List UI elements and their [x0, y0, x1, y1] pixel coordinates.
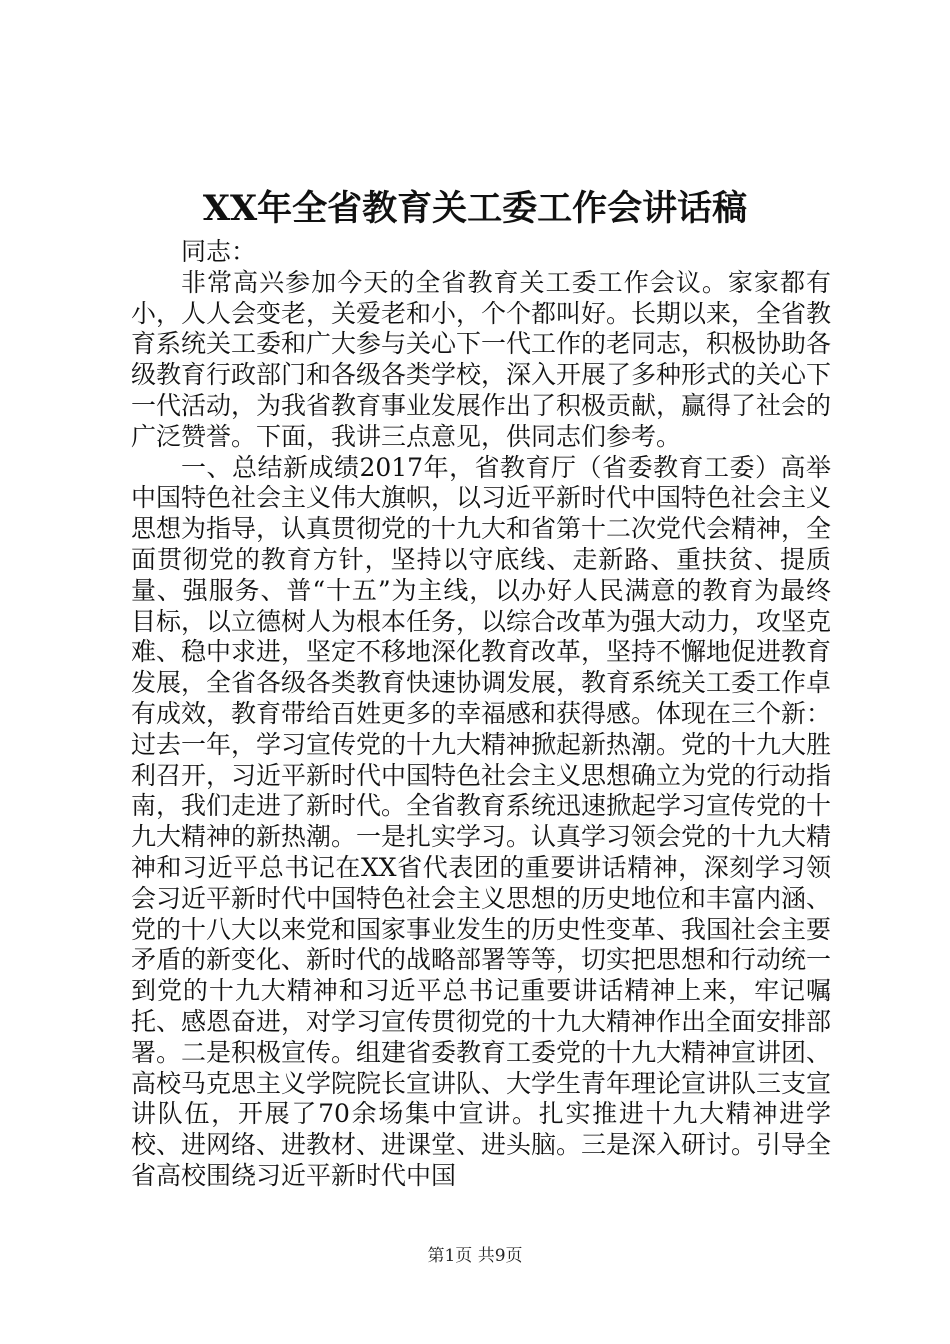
page-number: 第1页 共9页 [427, 1246, 523, 1266]
greeting: 同志： [181, 237, 257, 266]
paragraph-intro: 非常高兴参加今天的全省教育关工委工作会议。家家都有小，人人会变老，关爱老和小，个个都叫好。长期以来，全省教育系统关工委和广大参与关心下一代工作的老同志，积极协助各级教育行政部门和各级各类学校，深入开展了多种形式的关心下一代活动，为我省教育事业发展作出了积极贡献，赢得了社会的广泛赞誉。下面，我讲三点意见，供同志们参考。 [131, 267, 832, 451]
paragraph-section-one: 一、总结新成绩2017年，省教育厅（省委教育工委）高举中国特色社会主义伟大旗帜，以习近平新时代中国特色社会主义思想为指导，认真贯彻党的十九大和省第十二次党代会精神，全面贯彻党的教育方针，坚持以守底线、走新路、重扶贫、提质量、强服务、普“十五”为主线，以办好人民满意的教育为最终目标，以立德树人为根本任务，以综合改革为强大动力，攻坚克难、稳中求进，坚定不移地深化教育改革，坚持不懈地促进教育发展，全省各级各类教育快速协调发展，教育系统关工委工作卓有成效，教育带给百姓更多的幸福感和获得感。体现在三个新：过去一年，学习宣传党的十九大精神掀起新热潮。党的十九大胜利召开，习近平新时代中国特色社会主义思想确立为党的行动指南，我们走进了新时代。全省教育系统迅速掀起学习宣传党的十九大精神的新热潮。一是扎实学习。认真学习领会党的十九大精神和习近平总书记在XX省代表团的重要讲话精神，深刻学习领会习近平新时代中国特色社会主义思想的历史地位和丰富内涵、党的十八大以来党和国家事业发生的历史性变革、我国社会主要矛盾的新变化、新时代的战略部署等等，切实把思想和行动统一到党的十九大精神和习近平总书记重要讲话精神上来，牢记嘱托、感恩奋进，对学习宣传贯彻党的十九大精神作出全面安排部署。二是积极宣传。组建省委教育工委党的十九大精神宣讲团、高校马克思主义学院院长宣讲队、大学生青年理论宣讲队三支宣讲队伍，开展了70余场集中宣讲。扎实推进十九大精神进学校、进网络、进教材、进课堂、进头脑。三是深入研讨。引导全省高校围绕习近平新时代中国 [131, 452, 832, 1190]
document-title: XX年全省教育关工委工作会讲话稿 [202, 188, 748, 229]
document-body [131, 237, 831, 1192]
